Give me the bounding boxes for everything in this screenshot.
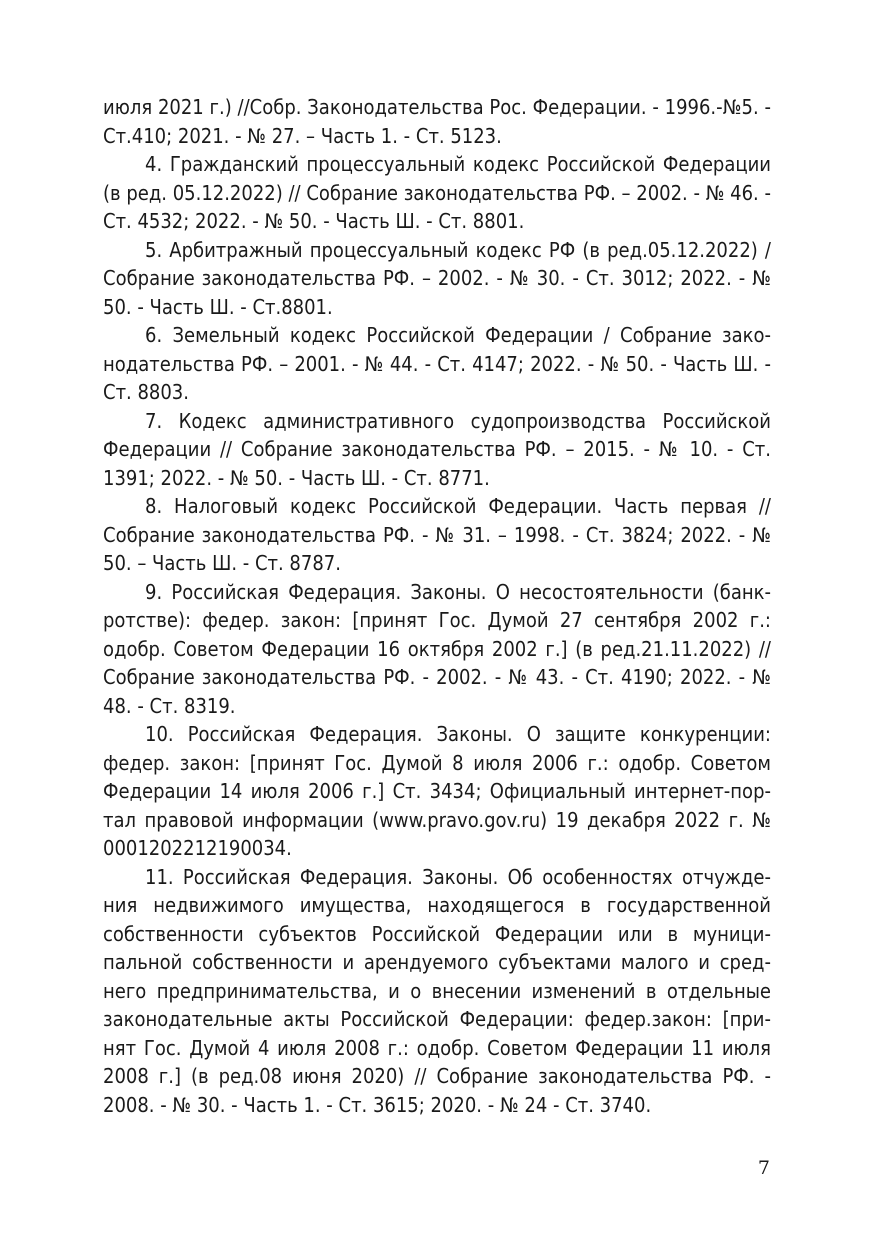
reference-entry-5: 5. Арбитражный процессуальный кодекс РФ (в ред.05.12.2022) / Собрание законодательства РФ. – 2002. - № 30. - Ст. 3012; 2022. - № 50. - Часть Ш. - Ст.8801. — [103, 237, 771, 319]
reference-entry-4: 4. Гражданский процессуальный кодекс Российской Федерации (в ред. 05.12.2022) // Собрание законодательства РФ. – 2002. - № 46. - Ст. 4532; 2022. - № 50. - Часть Ш. - Ст. 8801. — [103, 152, 771, 233]
document-body — [103, 93, 771, 1119]
reference-entry-6: 6. Земельный кодекс Российской Федерации / Собрание законодательства РФ. – 2001. - № 44. - Ст. 4147; 2022. - № 50. - Часть Ш. - Ст. 8803. — [103, 323, 771, 404]
reference-entry-10: 10. Российская Федерация. Законы. О защите конкуренции: федер. закон: [принят Гос. Думой 8 июля 2006 г.: одобр. Советом Федерации 14 июля 2006 г.] Ст. 3434; Официальный интернет-портал правовой информации (www.pravo.gov.ru) 19 декабря 2022 г. № 0001202212190034. — [103, 722, 771, 860]
reference-entry-11: 11. Российская Федерация. Законы. Об особенностях отчуждения недвижимого имущества, находящегося в государственной собственности субъектов Российской Федерации или в муниципальной собственности и арендуемого субъектами малого и среднего предпринимательства, и о внесении изменений в отдельные законодательные акты Российской Федерации: федер.закон: [принят Гос. Думой 4 июля 2008 г.: одобр. Советом Федерации 11 июля 2008 г.] (в ред.08 июня 2020) // Собрание законодательства РФ. - 2008. - № 30. - Часть 1. - Ст. 3615; 2020. - № 24 - Ст. 3740. — [103, 864, 771, 1117]
reference-entry-7: 7. Кодекс административного судопроизводства Российской Федерации // Собрание законодательства РФ. – 2015. - № 10. - Ст. 1391; 2022. - № 50. - Часть Ш. - Ст. 8771. — [103, 408, 771, 490]
reference-entry-9: 9. Российская Федерация. Законы. О несостоятельности (банкротстве): федер. закон: [принят Гос. Думой 27 сентября 2002 г.: одобр. Советом Федерации 16 октября 2002 г.] (в ред.21.11.2022) // Собрание законодательства РФ. - 2002. - № 43. - Ст. 4190; 2022. - № 48. - Ст. 8319. — [103, 579, 771, 718]
reference-entry-8: 8. Налоговый кодекс Российской Федерации. Часть первая // Собрание законодательства РФ. - № 31. – 1998. - Ст. 3824; 2022. - № 50. – Часть Ш. - Ст. 8787. — [103, 494, 771, 575]
page-number: 7 — [757, 1157, 770, 1179]
reference-continuation: июля 2021 г.) //Собр. Законодательства Рос. Федерации. - 1996.-№5. - Ст.410; 2021. - № 27. – Часть 1. - Ст. 5123. — [103, 95, 771, 148]
